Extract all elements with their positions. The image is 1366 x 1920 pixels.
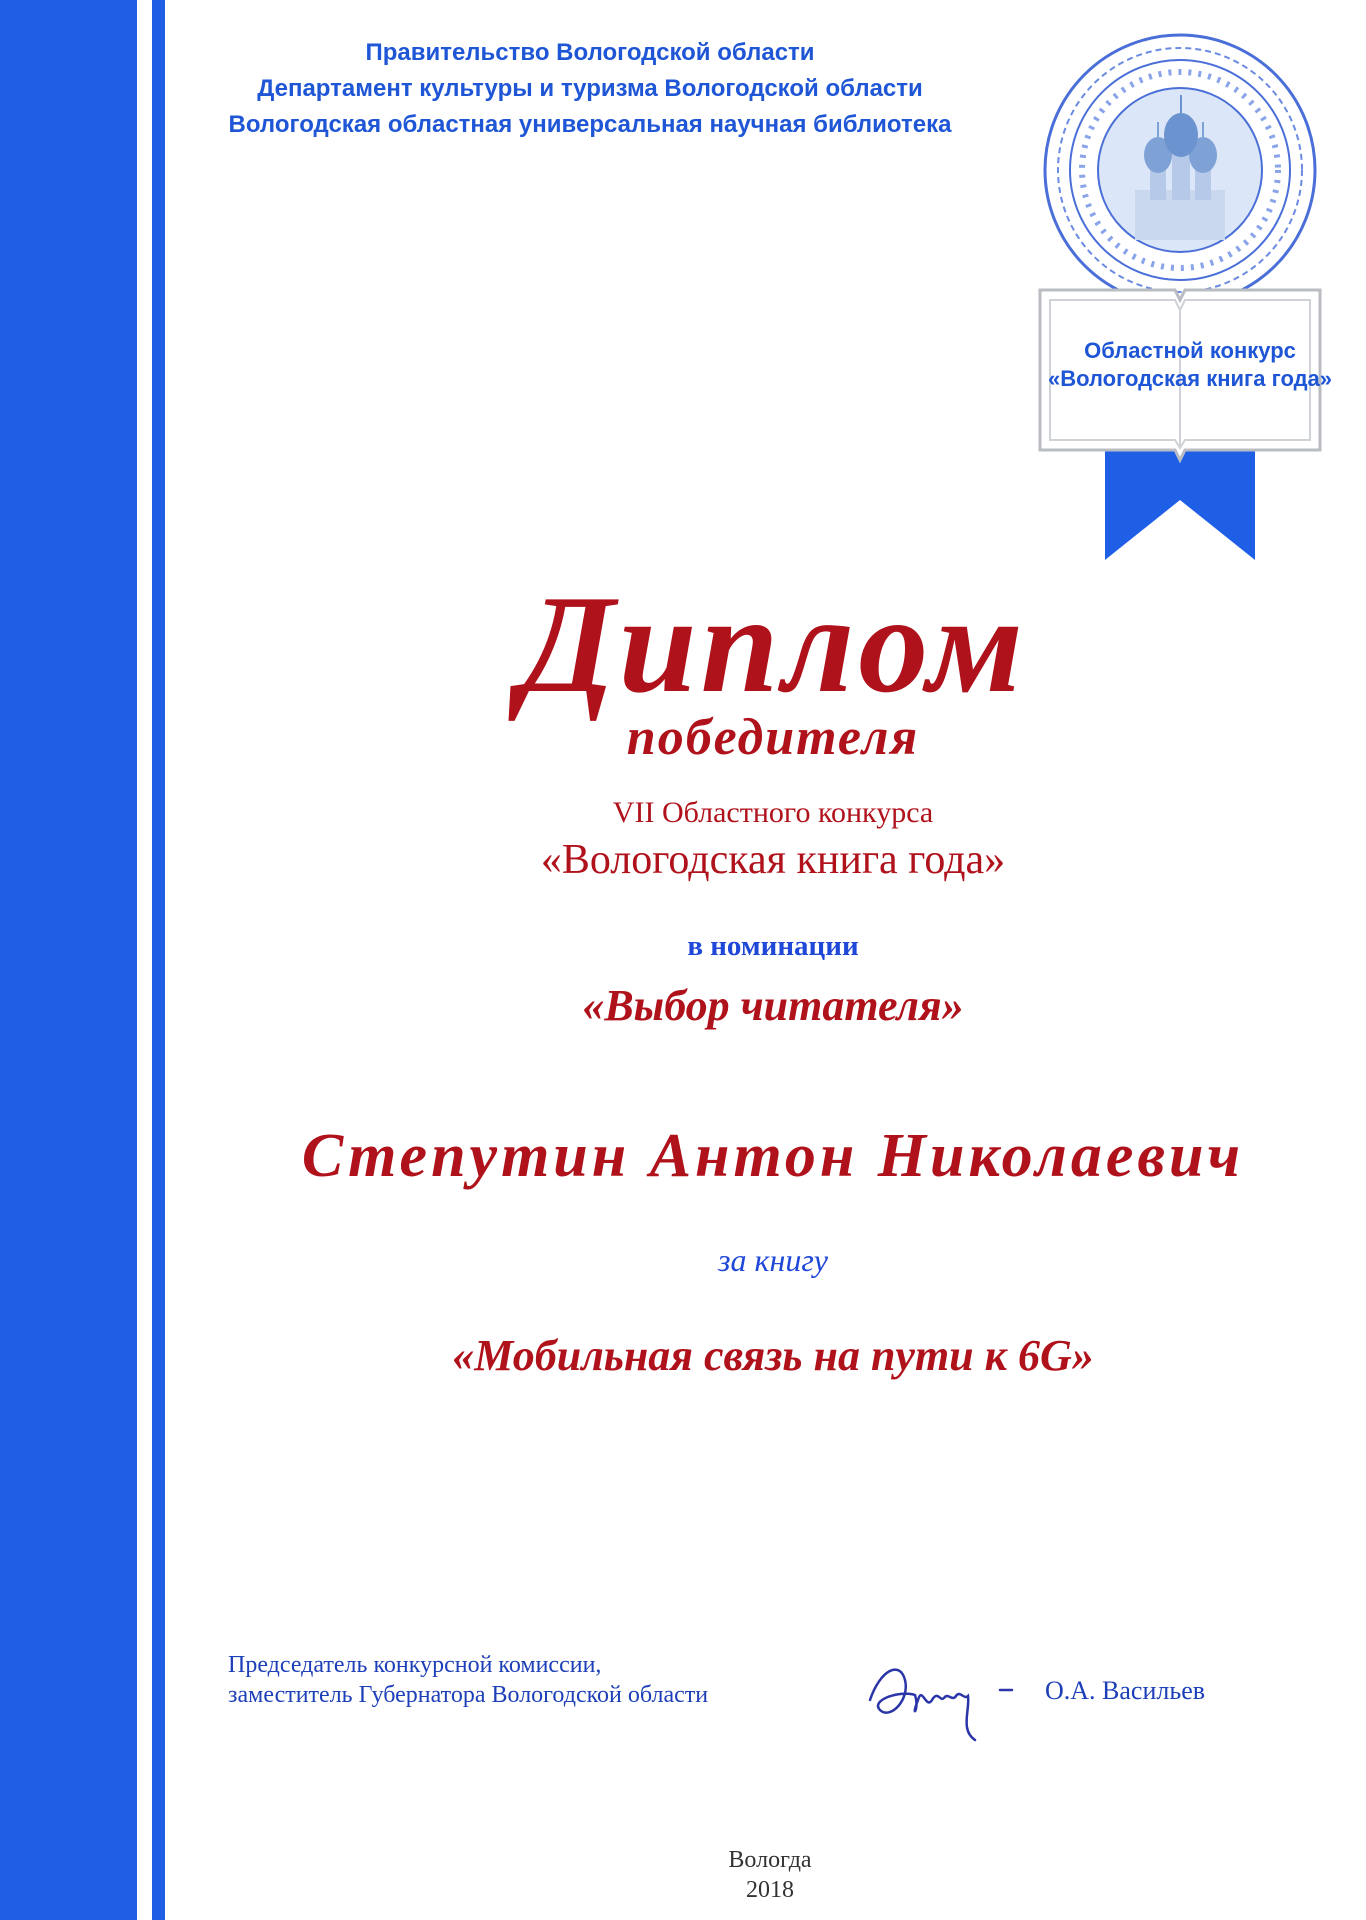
header-government: Правительство Вологодской области — [365, 39, 815, 66]
book-title: «Мобильная связь на пути к 6G» — [452, 1331, 1094, 1380]
nomination-name: «Выбор читателя» — [582, 981, 964, 1030]
header-library: Вологодская областная универсальная научная библиотека — [228, 111, 952, 138]
header-department: Департамент культуры и туризма Вологодской области — [257, 75, 923, 102]
nomination-label: в номинации — [687, 930, 859, 962]
contest-emblem — [1000, 0, 1366, 560]
signer-name: О.А. Васильев — [1045, 1676, 1206, 1705]
diploma-subtitle: победителя — [626, 709, 920, 766]
signer-role-line1: Председатель конкурсной комиссии, — [228, 1652, 602, 1678]
left-blue-stripe — [0, 0, 137, 1920]
left-thin-stripe — [152, 0, 165, 1920]
signer-role-line2: заместитель Губернатора Вологодской области — [228, 1682, 709, 1708]
footer-city: Вологда — [728, 1847, 812, 1873]
diploma-title: Диплом — [519, 567, 1027, 722]
contest-name: «Вологодская книга года» — [540, 837, 1006, 883]
handwritten-signature — [860, 1640, 1020, 1750]
contest-edition: VII Областного конкурса — [612, 796, 934, 829]
emblem-title-line2: «Вологодская книга года» — [1047, 366, 1333, 391]
emblem-title-line1: Областной конкурс — [1084, 338, 1296, 363]
winner-name: Степутин Антон Николаевич — [301, 1122, 1245, 1190]
footer-year: 2018 — [746, 1877, 794, 1903]
for-book-label: за книгу — [717, 1242, 828, 1278]
